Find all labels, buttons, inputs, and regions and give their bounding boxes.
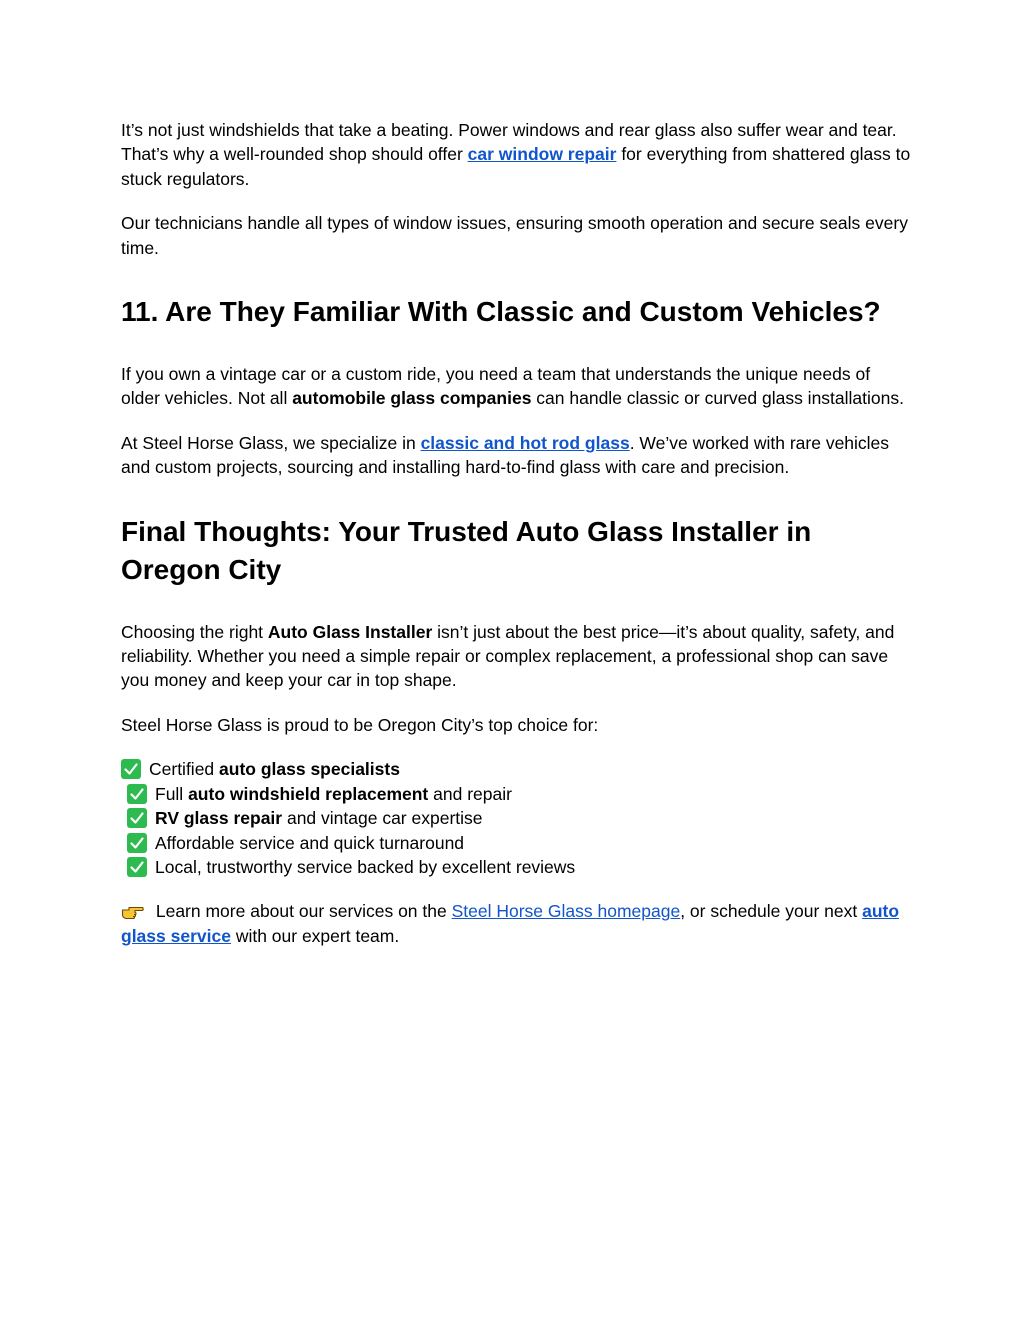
checklist-item: Certified auto glass specialists [121,757,911,781]
backhand-index-pointing-right-icon [121,901,145,921]
check-mark-button-icon [127,833,147,853]
benefits-checklist [121,757,911,879]
steel-horse-glass-homepage-link[interactable]: Steel Horse Glass homepage [451,901,681,922]
classic-hot-rod-glass-link[interactable]: classic and hot rod glass [420,432,630,453]
intro-paragraph-1: It’s not just windshields that take a beating. Power windows and rear glass also suffer wear and tear. That’s why a well-rounded shop should offer car window repair for everything from shattered glass to stuck regulators. [121,120,911,189]
check-mark-button-icon [127,784,147,804]
section-11-paragraph-1: If you own a vintage car or a custom ride, you need a team that understands the unique needs of older vehicles. Not all automobile glass companies can handle classic or curved glass installations. [121,364,904,409]
checklist-item: Full auto windshield replacement and repair [121,782,911,806]
checklist-item: Local, trustworthy service backed by excellent reviews [121,855,911,879]
section-11-heading: 11. Are They Familiar With Classic and Custom Vehicles? [121,296,881,328]
document-page [121,118,911,948]
check-mark-button-icon [127,808,147,828]
checklist-item: Affordable service and quick turnaround [121,831,911,855]
final-paragraph-2: Steel Horse Glass is proud to be Oregon City’s top choice for: [121,714,599,735]
check-mark-button-icon [127,857,147,877]
section-11-paragraph-2: At Steel Horse Glass, we specialize in classic and hot rod glass. We’ve worked with rare vehicles and custom projects, sourcing and installing hard-to-find glass with care and precision. [121,432,890,478]
auto-glass-service-link[interactable]: auto glass service [121,901,900,946]
final-thoughts-heading: Final Thoughts: Your Trusted Auto Glass Installer in Oregon City [121,515,812,585]
final-paragraph-1: Choosing the right Auto Glass Installer isn’t just about the best price—it’s about quality, safety, and reliability. Whether you need a simple repair or complex replacement, a professional shop can save you money and keep your car in top shape. [121,621,895,691]
intro-paragraph-2: Our technicians handle all types of window issues, ensuring smooth operation and secure seals every time. [121,213,908,258]
car-window-repair-link[interactable]: car window repair [467,144,617,165]
call-to-action-paragraph: Learn more about our services on the Steel Horse Glass homepage, or schedule your next auto glass service with our expert team. [121,901,900,946]
check-mark-button-icon [121,759,141,779]
checklist-item: RV glass repair and vintage car expertise [121,806,911,830]
